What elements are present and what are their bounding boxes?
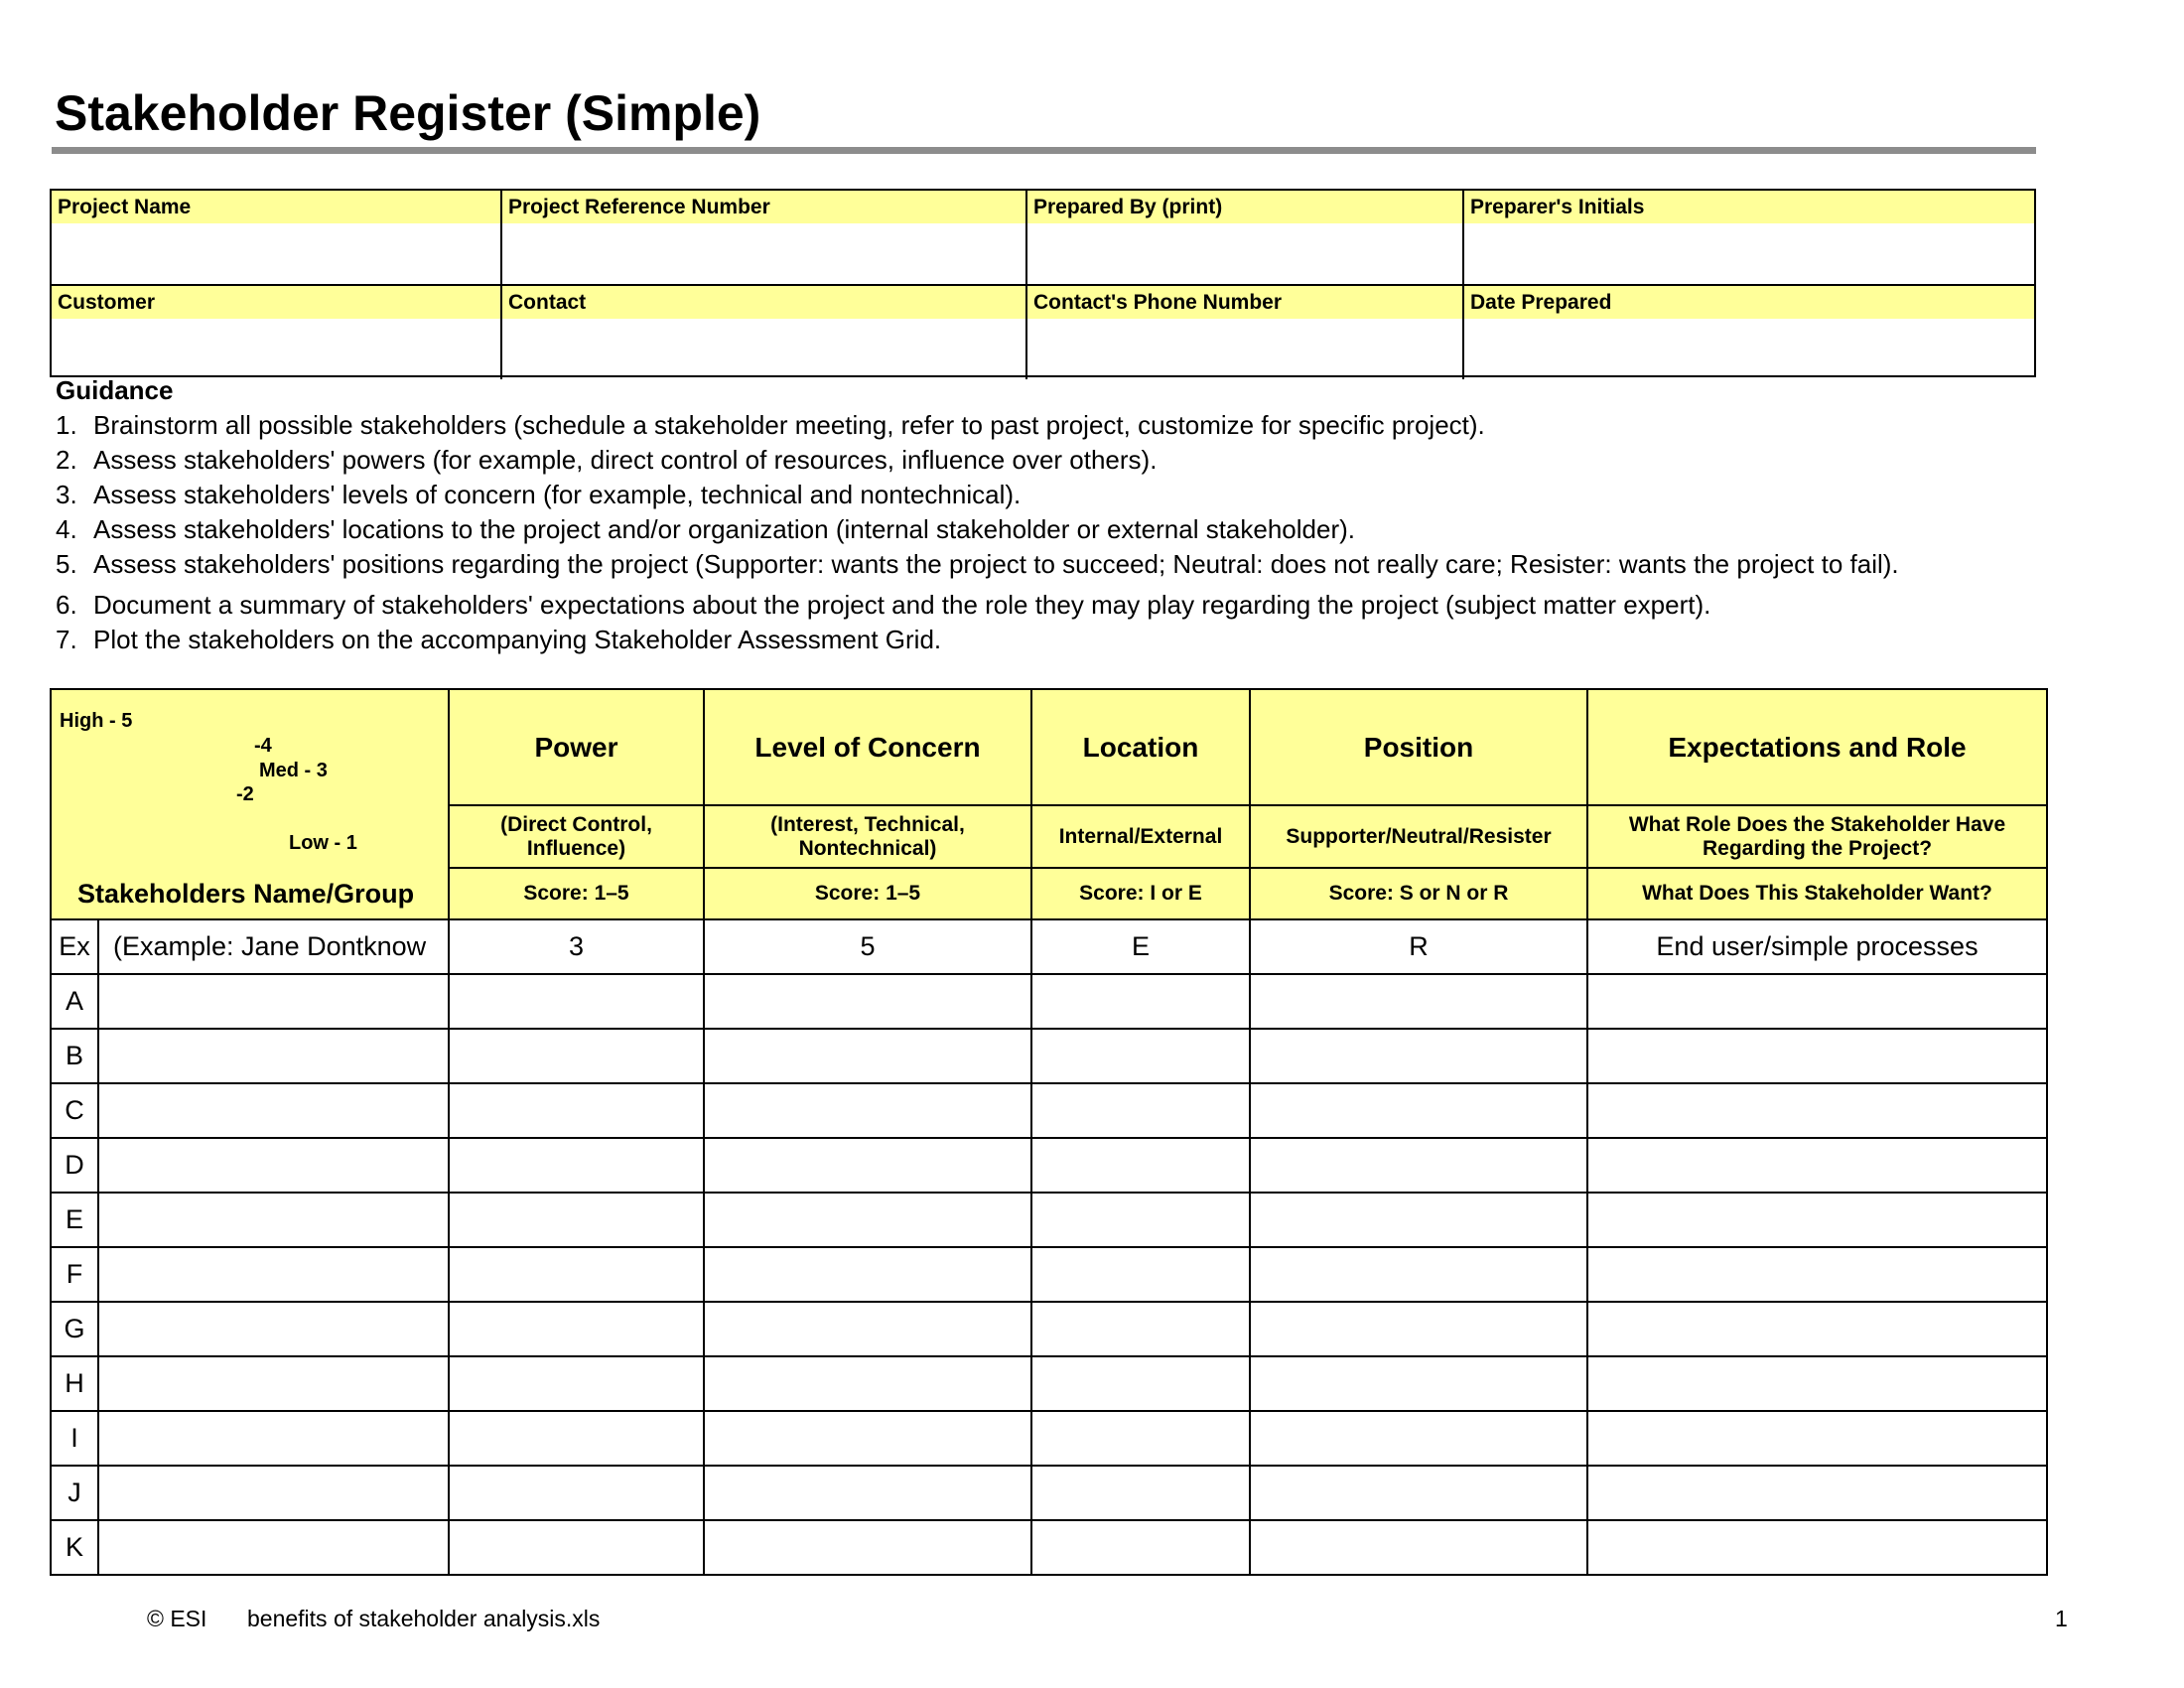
expectations-cell[interactable] [1587, 1193, 2047, 1247]
concern-cell[interactable] [704, 1356, 1031, 1411]
name-cell[interactable] [98, 1520, 449, 1575]
expectations-cell[interactable] [1587, 1520, 2047, 1575]
name-cell[interactable] [98, 974, 449, 1029]
power-cell[interactable] [449, 1029, 704, 1083]
customer-label: Customer [52, 286, 500, 319]
location-cell[interactable] [1031, 1193, 1250, 1247]
name-cell[interactable] [98, 1411, 449, 1466]
table-row [51, 1520, 2047, 1575]
expectations-cell[interactable] [1587, 1411, 2047, 1466]
table-row [51, 974, 2047, 1029]
position-subheader: Supporter/Neutral/Resister [1250, 805, 1587, 868]
row-id: B [51, 1029, 98, 1083]
date-prepared-cell [1464, 286, 2034, 379]
name-cell[interactable] [98, 1247, 449, 1302]
date-prepared-field[interactable] [1464, 319, 2034, 379]
concern-cell[interactable] [704, 1466, 1031, 1520]
footer-copyright: © ESI [147, 1606, 207, 1631]
expectations-cell[interactable] [1587, 1138, 2047, 1193]
table-row [51, 1247, 2047, 1302]
position-cell[interactable] [1250, 1466, 1587, 1520]
stakeholder-register-table [50, 688, 2048, 1576]
guidance-item-number: 1. [56, 410, 77, 440]
location-header: Location [1031, 689, 1250, 805]
guidance-item [56, 623, 2140, 657]
concern-cell[interactable] [704, 1247, 1031, 1302]
expectations-subheader: What Role Does the Stakeholder Have Regarding the Project? [1587, 805, 2047, 868]
expectations-score-label: What Does This Stakeholder Want? [1587, 868, 2047, 919]
customer-field[interactable] [52, 319, 500, 379]
power-cell[interactable] [449, 1193, 704, 1247]
contact-label: Contact [502, 286, 1025, 319]
project-reference-cell [502, 191, 1027, 284]
table-row [51, 1466, 2047, 1520]
preparer-initials-field[interactable] [1464, 223, 2034, 284]
contact-phone-cell [1027, 286, 1464, 379]
location-cell[interactable] [1031, 1466, 1250, 1520]
row-id: Ex [51, 919, 98, 974]
row-id: I [51, 1411, 98, 1466]
concern-cell[interactable] [704, 1138, 1031, 1193]
example-position-cell: R [1250, 919, 1587, 974]
concern-cell[interactable] [704, 1520, 1031, 1575]
name-cell[interactable] [98, 1356, 449, 1411]
power-cell[interactable] [449, 1302, 704, 1356]
table-row [51, 1193, 2047, 1247]
power-subheader: (Direct Control, Influence) [449, 805, 704, 868]
scale-med-label: Med - 3 [259, 760, 328, 781]
expectations-cell[interactable] [1587, 1466, 2047, 1520]
header-row-main [51, 689, 2047, 805]
location-cell[interactable] [1031, 1029, 1250, 1083]
page-title: Stakeholder Register (Simple) [55, 85, 761, 141]
row-id: K [51, 1520, 98, 1575]
concern-subheader: (Interest, Technical, Nontechnical) [704, 805, 1031, 868]
guidance-item [56, 443, 2140, 478]
expectations-cell[interactable] [1587, 1302, 2047, 1356]
example-expectations-cell: End user/simple processes [1587, 919, 2047, 974]
contact-cell [502, 286, 1027, 379]
location-subheader: Internal/External [1031, 805, 1250, 868]
preparer-initials-cell [1464, 191, 2034, 284]
row-id: A [51, 974, 98, 1029]
info-row-2 [52, 284, 2034, 379]
example-name-cell: (Example: Jane Dontknow [98, 919, 449, 974]
name-cell[interactable] [98, 1138, 449, 1193]
position-cell[interactable] [1250, 1138, 1587, 1193]
position-cell[interactable] [1250, 1520, 1587, 1575]
row-id: E [51, 1193, 98, 1247]
guidance-item [56, 512, 2140, 547]
expectations-cell[interactable] [1587, 974, 2047, 1029]
power-cell[interactable] [449, 1138, 704, 1193]
row-id: C [51, 1083, 98, 1138]
row-id: G [51, 1302, 98, 1356]
scale-four-label: -4 [254, 735, 272, 757]
guidance-section [56, 373, 2140, 657]
footer-page-number: 1 [2055, 1606, 2068, 1631]
table-row [51, 1138, 2047, 1193]
guidance-item-text: Plot the stakeholders on the accompanying Stakeholder Assessment Grid. [93, 625, 942, 654]
concern-cell[interactable] [704, 974, 1031, 1029]
name-cell[interactable] [98, 1029, 449, 1083]
position-cell[interactable] [1250, 1193, 1587, 1247]
prepared-by-label: Prepared By (print) [1027, 191, 1462, 223]
power-score-label: Score: 1–5 [449, 868, 704, 919]
project-reference-label: Project Reference Number [502, 191, 1025, 223]
guidance-item [56, 588, 2140, 623]
scale-low-label: Low - 1 [289, 832, 357, 854]
scale-two-label: -2 [236, 783, 254, 805]
table-row [51, 1302, 2047, 1356]
guidance-item-number: 4. [56, 514, 77, 544]
location-cell[interactable] [1031, 1356, 1250, 1411]
table-row [51, 1411, 2047, 1466]
expectations-cell[interactable] [1587, 1356, 2047, 1411]
location-cell[interactable] [1031, 1520, 1250, 1575]
expectations-cell[interactable] [1587, 1083, 2047, 1138]
table-row [51, 1083, 2047, 1138]
concern-cell[interactable] [704, 1302, 1031, 1356]
preparer-initials-label: Preparer's Initials [1464, 191, 2034, 223]
position-cell[interactable] [1250, 1247, 1587, 1302]
guidance-item-text: Assess stakeholders' levels of concern (for example, technical and nontechnical). [93, 480, 1022, 509]
guidance-item-number: 7. [56, 625, 77, 654]
contact-field[interactable] [502, 319, 1025, 379]
guidance-item-number: 5. [56, 549, 77, 579]
position-cell[interactable] [1250, 1083, 1587, 1138]
stakeholder-rows [51, 974, 2047, 1575]
concern-score-label: Score: 1–5 [704, 868, 1031, 919]
power-cell[interactable] [449, 1083, 704, 1138]
row-id: H [51, 1356, 98, 1411]
power-header: Power [449, 689, 704, 805]
expectations-cell[interactable] [1587, 1247, 2047, 1302]
location-cell[interactable] [1031, 1247, 1250, 1302]
guidance-heading: Guidance [56, 375, 174, 405]
example-concern-cell: 5 [704, 919, 1031, 974]
guidance-item-text: Assess stakeholders' positions regarding the project (Supporter: wants the project to succeed; Neutral: does not really care; Resister: wants the project to fail). [93, 549, 1899, 579]
contact-phone-label: Contact's Phone Number [1027, 286, 1462, 319]
location-cell[interactable] [1031, 974, 1250, 1029]
power-cell[interactable] [449, 1247, 704, 1302]
location-cell[interactable] [1031, 1138, 1250, 1193]
scale-legend-cell [51, 689, 449, 919]
position-cell[interactable] [1250, 1356, 1587, 1411]
row-id: J [51, 1466, 98, 1520]
project-name-label: Project Name [52, 191, 500, 223]
concern-cell[interactable] [704, 1029, 1031, 1083]
row-id: F [51, 1247, 98, 1302]
guidance-item-number: 2. [56, 445, 77, 475]
example-location-cell: E [1031, 919, 1250, 974]
position-cell[interactable] [1250, 1411, 1587, 1466]
guidance-item [56, 547, 2140, 582]
concern-cell[interactable] [704, 1193, 1031, 1247]
stakeholder-name-column-label: Stakeholders Name/Group [77, 879, 415, 909]
project-name-cell [52, 191, 502, 284]
title-divider [52, 147, 2036, 154]
name-cell[interactable] [98, 1193, 449, 1247]
power-cell[interactable] [449, 1466, 704, 1520]
concern-cell[interactable] [704, 1411, 1031, 1466]
position-cell[interactable] [1250, 1302, 1587, 1356]
position-header: Position [1250, 689, 1587, 805]
guidance-item-text: Document a summary of stakeholders' expectations about the project and the role they may play regarding the project (subject matter expert). [93, 590, 1711, 620]
example-power-cell: 3 [449, 919, 704, 974]
location-cell[interactable] [1031, 1083, 1250, 1138]
name-cell[interactable] [98, 1083, 449, 1138]
table-row [51, 1356, 2047, 1411]
footer-filename: benefits of stakeholder analysis.xls [247, 1606, 601, 1631]
guidance-item [56, 478, 2140, 512]
table-row [51, 1029, 2047, 1083]
guidance-item-text: Brainstorm all possible stakeholders (schedule a stakeholder meeting, refer to past project, customize for specific project). [93, 410, 1485, 440]
guidance-item-number: 3. [56, 480, 77, 509]
info-row-1 [52, 191, 2034, 284]
row-id: D [51, 1138, 98, 1193]
location-cell[interactable] [1031, 1302, 1250, 1356]
customer-cell [52, 286, 502, 379]
power-cell[interactable] [449, 1411, 704, 1466]
guidance-list [56, 408, 2140, 657]
power-cell[interactable] [449, 974, 704, 1029]
expectations-cell[interactable] [1587, 1029, 2047, 1083]
guidance-item-text: Assess stakeholders' powers (for example, direct control of resources, influence over others). [93, 445, 1158, 475]
project-info-table [50, 189, 2036, 377]
location-cell[interactable] [1031, 1411, 1250, 1466]
prepared-by-field[interactable] [1027, 223, 1462, 284]
prepared-by-cell [1027, 191, 1464, 284]
concern-header: Level of Concern [704, 689, 1031, 805]
position-cell[interactable] [1250, 974, 1587, 1029]
power-cell[interactable] [449, 1520, 704, 1575]
project-name-field[interactable] [52, 223, 500, 284]
guidance-item-number: 6. [56, 590, 77, 620]
concern-cell[interactable] [704, 1083, 1031, 1138]
name-cell[interactable] [98, 1302, 449, 1356]
location-score-label: Score: I or E [1031, 868, 1250, 919]
contact-phone-field[interactable] [1027, 319, 1462, 379]
guidance-item-text: Assess stakeholders' locations to the project and/or organization (internal stakeholder or external stakeholder). [93, 514, 1355, 544]
position-score-label: Score: S or N or R [1250, 868, 1587, 919]
power-cell[interactable] [449, 1356, 704, 1411]
date-prepared-label: Date Prepared [1464, 286, 2034, 319]
guidance-item [56, 408, 2140, 443]
position-cell[interactable] [1250, 1029, 1587, 1083]
project-reference-field[interactable] [502, 223, 1025, 284]
example-row [51, 919, 2047, 974]
scale-high-label: High - 5 [60, 710, 133, 732]
expectations-header: Expectations and Role [1587, 689, 2047, 805]
name-cell[interactable] [98, 1466, 449, 1520]
